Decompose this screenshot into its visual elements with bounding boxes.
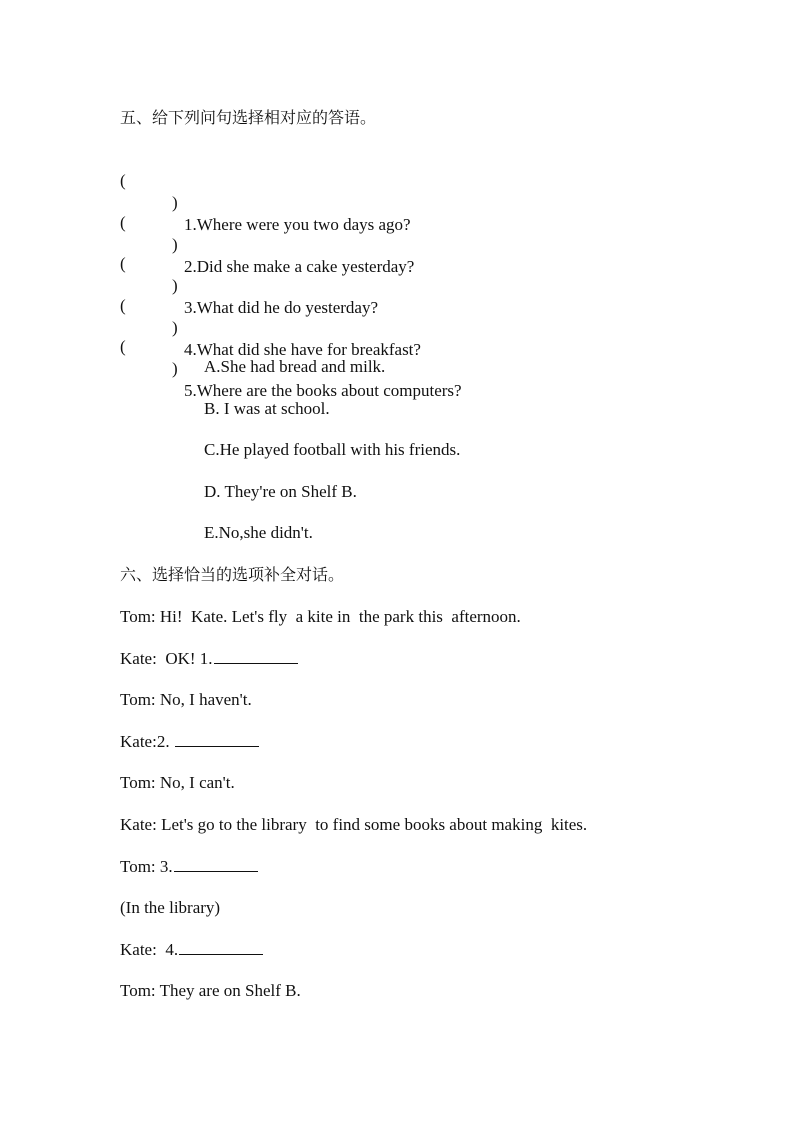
- option-a: A.She had bread and milk.: [204, 357, 386, 376]
- question-text: 3.What did he do yesterday?: [184, 298, 379, 317]
- dialogue-text: Kate: 4.: [120, 940, 179, 959]
- dialogue-text: Tom: They are on Shelf B.: [120, 981, 301, 1000]
- section-6-heading: 六、选择恰当的选项补全对话。: [120, 565, 345, 584]
- answer-paren-close: ): [172, 276, 178, 295]
- answer-paren-open: (: [120, 171, 126, 190]
- option-d: D. They're on Shelf B.: [204, 482, 357, 501]
- option-b: B. I was at school.: [204, 399, 330, 418]
- dialogue-line-8: [120, 897, 220, 919]
- answer-blank-3[interactable]: [174, 855, 258, 872]
- section-5-heading: 五、给下列问句选择相对应的答语。: [120, 108, 377, 127]
- question-text: 2.Did she make a cake yesterday?: [184, 257, 415, 276]
- option-e: E.No,she didn't.: [204, 523, 313, 542]
- dialogue-text: Tom: 3.: [120, 857, 173, 876]
- dialogue-line-5: [120, 772, 235, 794]
- answer-paren-close: ): [172, 318, 178, 337]
- dialogue-text: Kate:2.: [120, 732, 174, 751]
- dialogue-line-2: [120, 647, 298, 670]
- dialogue-line-3: [120, 689, 252, 711]
- answer-paren-close: ): [172, 235, 178, 254]
- dialogue-text: Kate: OK! 1.: [120, 649, 213, 668]
- dialogue-text: Kate: Let's go to the library to find some books about making kites.: [120, 815, 588, 834]
- dialogue-line-7: [120, 855, 258, 878]
- dialogue-text: Tom: No, I can't.: [120, 773, 235, 792]
- answer-paren-open: (: [120, 254, 126, 273]
- answer-paren-close: ): [172, 193, 178, 212]
- answer-blank-1[interactable]: [214, 647, 298, 664]
- dialogue-line-10: [120, 980, 301, 1002]
- dialogue-line-6: [120, 814, 587, 836]
- dialogue-line-1: [120, 606, 521, 628]
- option-c: C.He played football with his friends.: [204, 440, 461, 459]
- question-text: 1.Where were you two days ago?: [184, 215, 411, 234]
- answer-paren-open: (: [120, 213, 126, 232]
- dialogue-text: Tom: Hi! Kate. Let's fly a kite in the park this afternoon.: [120, 607, 521, 626]
- dialogue-line-4: [120, 730, 259, 753]
- question-text: 4.What did she have for breakfast?: [184, 340, 421, 359]
- dialogue-text: (In the library): [120, 898, 221, 917]
- answer-paren-open: (: [120, 296, 126, 315]
- dialogue-text: Tom: No, I haven't.: [120, 690, 252, 709]
- dialogue-line-9: [120, 938, 263, 961]
- answer-blank-2[interactable]: [175, 730, 259, 747]
- answer-blank-4[interactable]: [179, 938, 263, 955]
- question-text: 5.Where are the books about computers?: [184, 381, 462, 400]
- answer-paren-close: ): [172, 359, 178, 378]
- answer-paren-open: (: [120, 337, 126, 356]
